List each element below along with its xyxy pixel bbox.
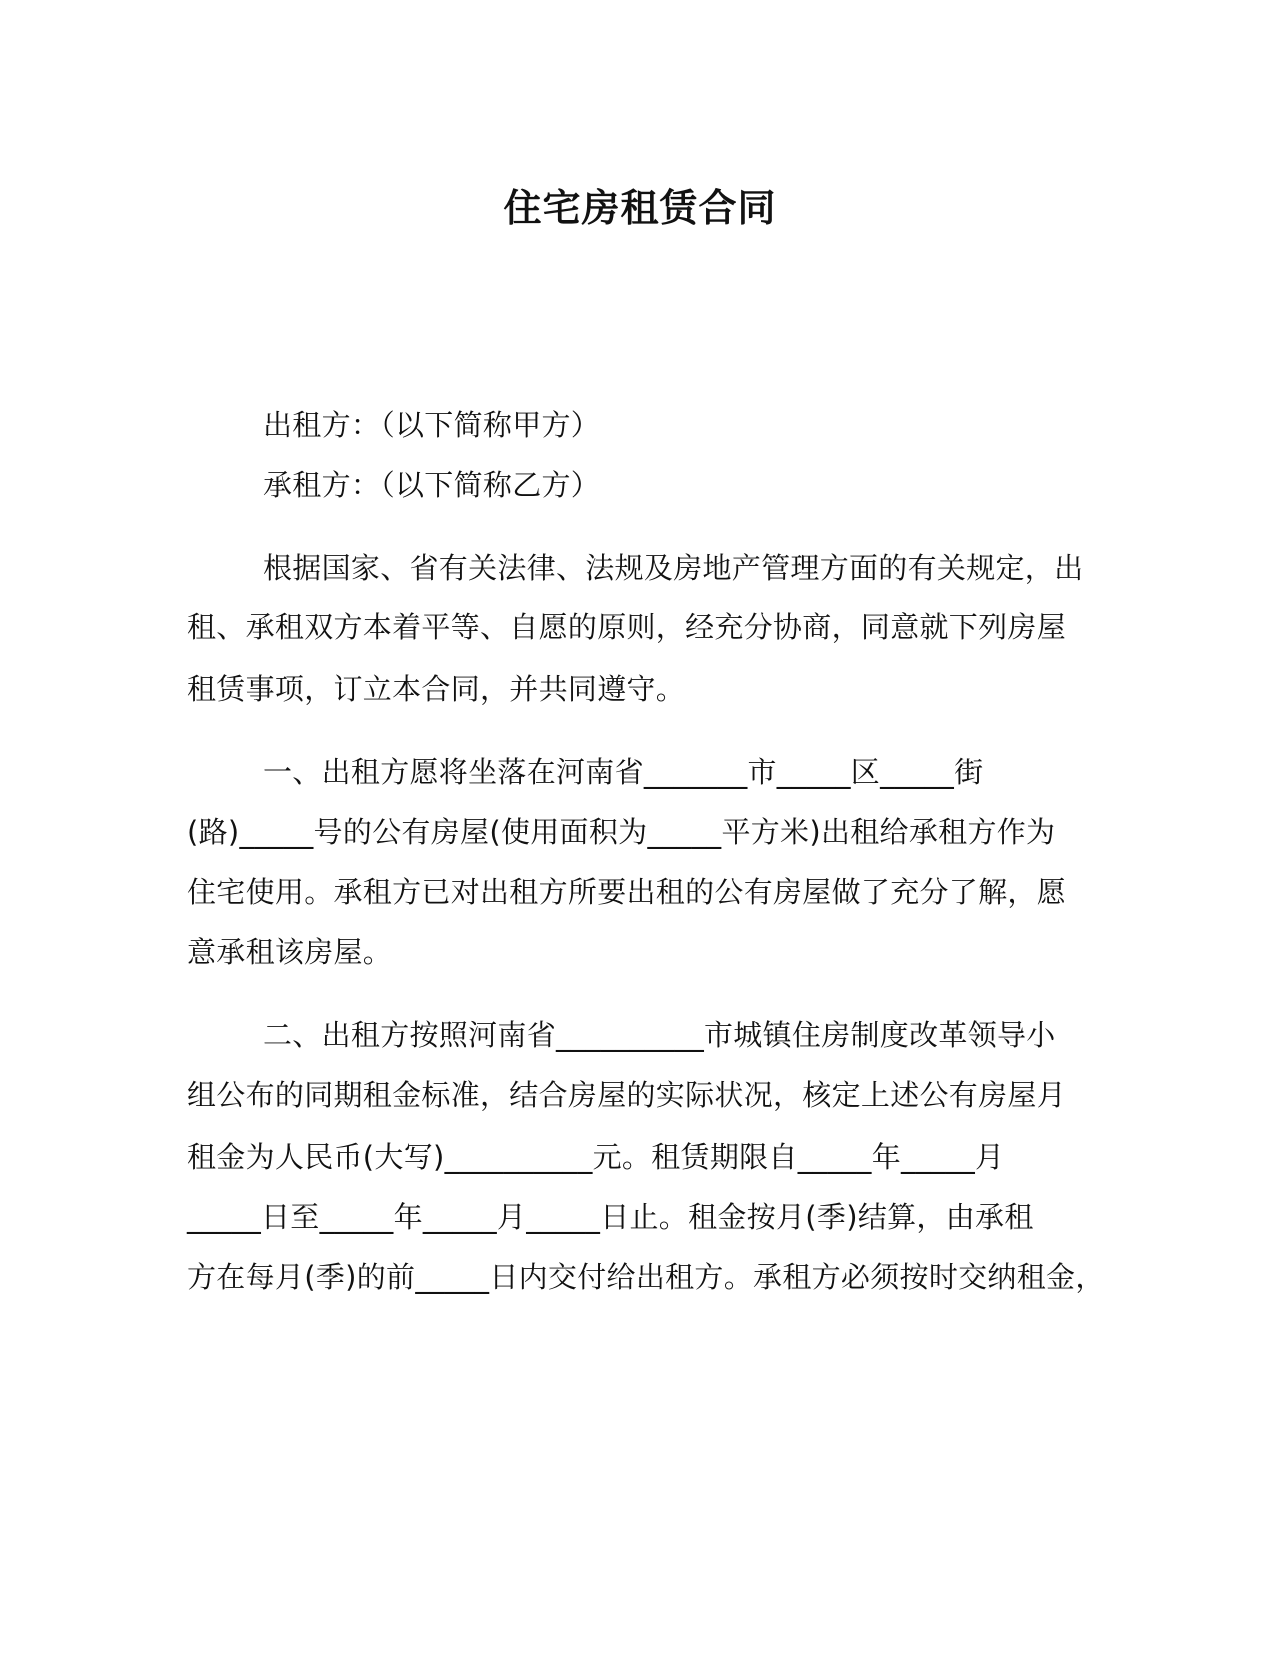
- party-a-line: 出租方：（以下简称甲方）: [263, 408, 601, 442]
- clause-2-line-5: 方在每月(季)的前_____日内交付给出租方。承租方必须按时交纳租金，: [187, 1260, 1105, 1294]
- clause-2-line-2: 组公布的同期租金标准，结合房屋的实际状况，核定上述公有房屋月: [187, 1078, 1067, 1112]
- clause-1-line-1: 一、出租方愿将坐落在河南省_______市_____区_____街: [263, 755, 984, 789]
- clause-1-line-3: 住宅使用。承租方已对出租方所要出租的公有房屋做了充分了解，愿: [187, 875, 1067, 909]
- clause-2-line-1: 二、出租方按照河南省__________市城镇住房制度改革领导小: [263, 1018, 1056, 1052]
- party-b-line: 承租方：（以下简称乙方）: [263, 468, 601, 502]
- preamble-line-3: 租赁事项，订立本合同，并共同遵守。: [187, 672, 686, 706]
- document-title: 住宅房租赁合同: [503, 186, 777, 230]
- clause-1-line-2: (路)_____号的公有房屋(使用面积为_____平方米)出租给承租方作为: [187, 815, 1056, 849]
- clause-2-line-3: 租金为人民币(大写)__________元。租赁期限自_____年_____月: [187, 1140, 1005, 1174]
- clause-2-line-4: _____日至_____年_____月_____日止。租金按月(季)结算，由承租: [187, 1200, 1034, 1234]
- preamble-line-2: 租、承租双方本着平等、自愿的原则，经充分协商，同意就下列房屋: [187, 610, 1067, 644]
- preamble-line-1: 根据国家、省有关法律、法规及房地产管理方面的有关规定，出: [263, 551, 1084, 585]
- clause-1-line-4: 意承租该房屋。: [187, 935, 393, 969]
